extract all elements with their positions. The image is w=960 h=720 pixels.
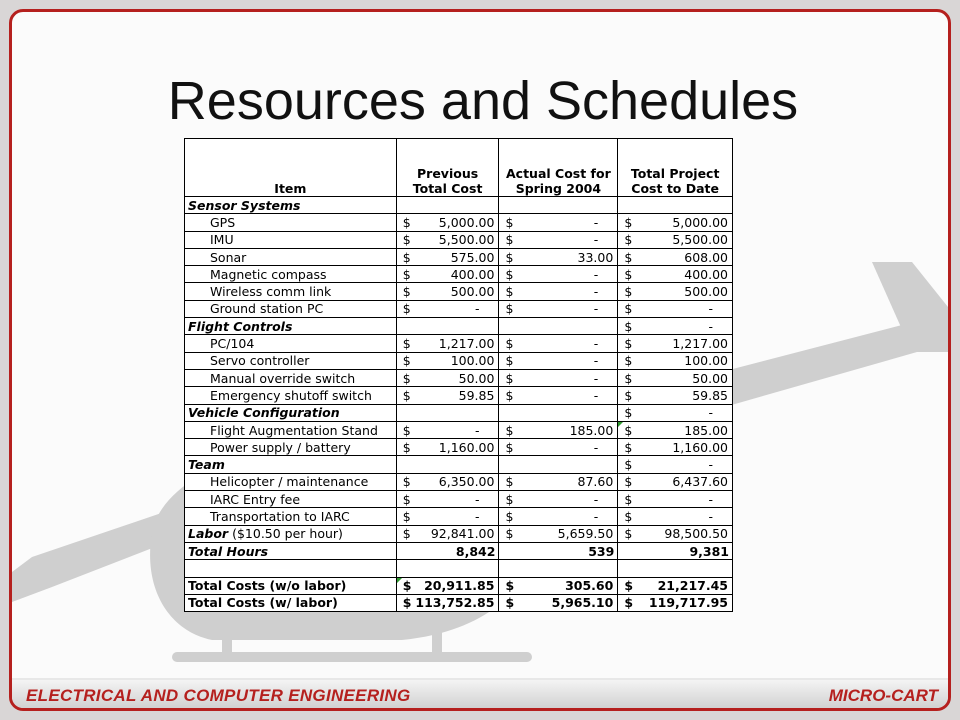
currency-symbol: $ [624, 214, 633, 230]
prev-cost-cell [396, 214, 499, 231]
total-cost-cell [618, 491, 733, 508]
amount-value: - [593, 370, 599, 386]
currency-symbol: $ [624, 405, 633, 421]
currency-symbol: $ [505, 595, 515, 611]
currency-symbol: $ [505, 249, 514, 265]
item-cell: Ground station PC [185, 300, 397, 317]
currency-symbol: $ [505, 370, 514, 386]
table-row [185, 542, 733, 559]
currency-symbol: $ [402, 353, 411, 369]
amount-value: - [708, 318, 713, 334]
amount-value: 500.00 [684, 284, 728, 300]
total-cost-cell [618, 231, 733, 248]
comment-marker-icon [618, 422, 623, 427]
amount-value: - [593, 232, 599, 248]
actual-cost-cell [499, 508, 618, 525]
total-cost-cell [618, 594, 733, 611]
table-row [185, 335, 733, 352]
actual-cost-cell [499, 404, 618, 421]
prev-cost-cell [396, 456, 499, 473]
amount-value: 185.00 [569, 422, 614, 438]
currency-symbol: $ [505, 578, 515, 594]
prev-cost-cell [396, 231, 499, 248]
amount-value: - [593, 439, 599, 455]
actual-cost-cell [499, 283, 618, 300]
amount-value: 98,500.50 [664, 526, 728, 542]
actual-cost-cell [499, 300, 618, 317]
amount-value: 305.60 [565, 578, 614, 594]
actual-cost-cell [499, 248, 618, 265]
amount-value: 5,965.10 [551, 595, 614, 611]
amount-value: 5,500.00 [438, 232, 495, 248]
total-cost-cell [618, 369, 733, 386]
item-cell: IMU [185, 231, 397, 248]
amount-value: - [593, 491, 599, 507]
prev-cost-cell [396, 404, 499, 421]
labor-rate-note: ($10.50 per hour) [232, 526, 343, 542]
currency-symbol: $ [402, 249, 411, 265]
total-cost-cell [618, 266, 733, 283]
currency-symbol: $ [505, 491, 514, 507]
table-row [185, 266, 733, 283]
amount-value: 6,437.60 [672, 474, 728, 490]
currency-symbol: $ [402, 284, 411, 300]
currency-symbol: $ [624, 422, 633, 438]
amount-value: 400.00 [684, 266, 728, 282]
total-cost-cell [618, 197, 733, 214]
amount-value: 6,350.00 [438, 474, 495, 490]
table-row [185, 473, 733, 490]
actual-cost-cell [499, 197, 618, 214]
table-row [185, 404, 733, 421]
currency-symbol: $ [505, 214, 514, 230]
currency-symbol: $ [402, 266, 411, 282]
item-cell: GPS [185, 214, 397, 231]
amount-value: - [474, 301, 480, 317]
prev-cost-cell [396, 491, 499, 508]
currency-symbol: $ [624, 474, 633, 490]
item-cell: PC/104 [185, 335, 397, 352]
currency-symbol: $ [624, 491, 633, 507]
amount-value: 608.00 [684, 249, 728, 265]
total-cost-cell [618, 439, 733, 456]
total-cost-cell [618, 248, 733, 265]
currency-symbol: $ [402, 301, 411, 317]
table-row [185, 491, 733, 508]
currency-symbol: $ [624, 249, 633, 265]
currency-symbol: $ [505, 387, 514, 403]
footer [12, 672, 951, 711]
actual-cost-cell [499, 335, 618, 352]
table-row [185, 231, 733, 248]
amount-value: 500.00 [450, 284, 495, 300]
amount-value: 50.00 [692, 370, 728, 386]
prev-cost-cell [396, 248, 499, 265]
currency-symbol: $ [505, 301, 514, 317]
currency-symbol: $ [402, 214, 411, 230]
amount-value: 1,160.00 [672, 439, 728, 455]
currency-symbol: $ [624, 232, 633, 248]
actual-cost-cell [499, 560, 618, 577]
amount-value: 87.60 [577, 474, 614, 490]
actual-cost-cell [499, 491, 618, 508]
header-actual-cost [499, 139, 618, 197]
currency-symbol: $ [624, 439, 633, 455]
item-cell: Transportation to IARC [185, 508, 397, 525]
header-actual-line1: Actual Cost for [506, 166, 611, 181]
total-cost-cell [618, 387, 733, 404]
header-previous-total-cost [396, 139, 499, 197]
amount-value: - [593, 301, 599, 317]
currency-symbol: $ [624, 387, 633, 403]
actual-cost-cell [499, 577, 618, 594]
amount-value: - [593, 266, 599, 282]
actual-cost-cell [499, 266, 618, 283]
amount-value: 92,841.00 [430, 526, 495, 542]
item-cell: Wireless comm link [185, 283, 397, 300]
item-cell: Magnetic compass [185, 266, 397, 283]
amount-value: - [593, 284, 599, 300]
header-total-line1: Total Project [630, 166, 720, 181]
table-row [185, 300, 733, 317]
table-row [185, 283, 733, 300]
amount-value: 20,911.85 [424, 578, 495, 594]
currency-symbol: $ [624, 266, 633, 282]
total-cost-cell [618, 508, 733, 525]
currency-symbol: $ [505, 508, 514, 524]
amount-value: 185.00 [684, 422, 728, 438]
total-cost-cell [618, 525, 733, 542]
currency-symbol: $ [624, 457, 633, 473]
amount-value: 33.00 [577, 249, 614, 265]
actual-cost-cell [499, 214, 618, 231]
total-cost-cell [618, 404, 733, 421]
currency-symbol: $ [624, 578, 634, 594]
prev-cost-cell [396, 352, 499, 369]
amount-value: - [593, 508, 599, 524]
currency-symbol: $ [402, 508, 411, 524]
slide-frame [9, 9, 951, 711]
total-cost-cell [618, 335, 733, 352]
table-row [185, 248, 733, 265]
amount-value: - [708, 301, 713, 317]
amount-value: 50.00 [458, 370, 495, 386]
amount-value: 21,217.45 [657, 578, 728, 594]
amount-value: - [474, 491, 480, 507]
total-cost-cell: 9,381 [618, 542, 733, 559]
amount-value: 400.00 [450, 266, 495, 282]
amount-value: 1,217.00 [672, 336, 728, 352]
prev-cost-cell [396, 387, 499, 404]
comment-marker-icon [397, 578, 402, 583]
blank-row [185, 560, 733, 577]
table-row [185, 508, 733, 525]
amount-value: 100.00 [450, 353, 495, 369]
currency-symbol: $ [624, 318, 633, 334]
amount-value: - [474, 422, 480, 438]
currency-symbol: $ [402, 232, 411, 248]
prev-cost-cell: 8,842 [396, 542, 499, 559]
item-cell: Team [185, 456, 397, 473]
amount-value: 59.85 [692, 387, 728, 403]
total-cost-cell [618, 214, 733, 231]
currency-symbol: $ [505, 474, 514, 490]
item-cell: Flight Augmentation Stand [185, 421, 397, 438]
item-cell: Vehicle Configuration [185, 404, 397, 421]
currency-symbol: $ [624, 370, 633, 386]
amount-value: - [593, 214, 599, 230]
actual-cost-cell [499, 421, 618, 438]
total-cost-cell [618, 300, 733, 317]
prev-cost-cell [396, 421, 499, 438]
prev-cost-cell [396, 439, 499, 456]
amount-value: 5,659.50 [557, 526, 614, 542]
currency-symbol: $ [402, 439, 411, 455]
footer-department: ELECTRICAL AND COMPUTER ENGINEERING [26, 686, 411, 705]
amount-value: - [708, 405, 713, 421]
currency-symbol: $ [402, 422, 411, 438]
table-row [185, 456, 733, 473]
amount-value: - [708, 508, 713, 524]
currency-symbol: $ [505, 353, 514, 369]
table-row [185, 387, 733, 404]
amount-value: 5,500.00 [672, 232, 728, 248]
prev-cost-cell [396, 283, 499, 300]
amount-value: 5,000.00 [672, 214, 728, 230]
header-previous-line2: Total Cost [412, 181, 483, 196]
currency-symbol: $ [624, 508, 633, 524]
amount-value: 119,717.95 [648, 595, 728, 611]
item-cell: Total Hours [185, 542, 397, 559]
item-cell: Sensor Systems [185, 197, 397, 214]
prev-cost-cell [396, 594, 499, 611]
slide-title: Resources and Schedules [167, 71, 799, 131]
actual-cost-cell [499, 594, 618, 611]
total-cost-cell [618, 421, 733, 438]
total-cost-cell [618, 456, 733, 473]
item-cell: Power supply / battery [185, 439, 397, 456]
currency-symbol: $ [624, 301, 633, 317]
currency-symbol: $ [402, 595, 412, 611]
currency-symbol: $ [402, 474, 411, 490]
item-cell: Helicopter / maintenance [185, 473, 397, 490]
currency-symbol: $ [505, 526, 514, 542]
currency-symbol: $ [505, 422, 514, 438]
currency-symbol: $ [402, 387, 411, 403]
total-cost-cell [618, 560, 733, 577]
item-cell: IARC Entry fee [185, 491, 397, 508]
prev-cost-cell [396, 473, 499, 490]
table-row [185, 594, 733, 611]
currency-symbol: $ [402, 578, 412, 594]
amount-value: 1,217.00 [438, 336, 495, 352]
amount-value: 575.00 [450, 249, 495, 265]
prev-cost-cell [396, 508, 499, 525]
item-cell: Sonar [185, 248, 397, 265]
currency-symbol: $ [505, 284, 514, 300]
amount-value: 113,752.85 [415, 595, 495, 611]
currency-symbol: $ [505, 232, 514, 248]
header-previous-line1: Previous [417, 166, 479, 181]
table-row [185, 318, 733, 335]
amount-value: - [474, 508, 480, 524]
actual-cost-cell [499, 473, 618, 490]
table-row [185, 439, 733, 456]
total-cost-cell [618, 318, 733, 335]
amount-value: - [593, 387, 599, 403]
table-row [185, 525, 733, 542]
actual-cost-cell [499, 387, 618, 404]
actual-cost-cell [499, 525, 618, 542]
currency-symbol: $ [505, 336, 514, 352]
actual-cost-cell [499, 231, 618, 248]
prev-cost-cell [396, 560, 499, 577]
table-row [185, 352, 733, 369]
prev-cost-cell [396, 335, 499, 352]
currency-symbol: $ [624, 284, 633, 300]
labor-label: Labor [188, 526, 229, 542]
currency-symbol: $ [624, 353, 633, 369]
prev-cost-cell [396, 300, 499, 317]
item-cell [185, 560, 397, 577]
amount-value: 100.00 [684, 353, 728, 369]
item-cell [185, 525, 397, 542]
table-row [185, 421, 733, 438]
actual-cost-cell [499, 352, 618, 369]
prev-cost-cell [396, 318, 499, 335]
total-cost-cell [618, 577, 733, 594]
actual-cost-cell [499, 318, 618, 335]
header-total-project-cost [618, 139, 733, 197]
item-cell: Servo controller [185, 352, 397, 369]
table-row [185, 214, 733, 231]
prev-cost-cell [396, 369, 499, 386]
total-cost-cell [618, 473, 733, 490]
currency-symbol: $ [624, 336, 633, 352]
total-cost-cell [618, 283, 733, 300]
currency-symbol: $ [624, 526, 633, 542]
currency-symbol: $ [402, 370, 411, 386]
item-cell: Total Costs (w/o labor) [185, 577, 397, 594]
item-cell: Flight Controls [185, 318, 397, 335]
footer-project-name: MICRO-CART [828, 686, 938, 705]
actual-cost-cell [499, 456, 618, 473]
cost-table [184, 138, 733, 612]
prev-cost-cell [396, 266, 499, 283]
amount-value: - [593, 353, 599, 369]
prev-cost-cell [396, 197, 499, 214]
prev-cost-cell [396, 577, 499, 594]
header-actual-line2: Spring 2004 [515, 181, 602, 196]
header-total-line2: Cost to Date [631, 181, 720, 196]
prev-cost-cell [396, 525, 499, 542]
amount-value: 59.85 [458, 387, 495, 403]
header-item: Item [185, 139, 397, 197]
item-cell: Total Costs (w/ labor) [185, 594, 397, 611]
actual-cost-cell: 539 [499, 542, 618, 559]
actual-cost-cell [499, 439, 618, 456]
table-row [185, 577, 733, 594]
currency-symbol: $ [402, 526, 411, 542]
item-cell: Emergency shutoff switch [185, 387, 397, 404]
amount-value: 5,000.00 [438, 214, 495, 230]
total-cost-cell [618, 352, 733, 369]
amount-value: 1,160.00 [438, 439, 495, 455]
amount-value: - [708, 457, 713, 473]
currency-symbol: $ [505, 439, 514, 455]
actual-cost-cell [499, 369, 618, 386]
currency-symbol: $ [402, 491, 411, 507]
currency-symbol: $ [624, 595, 634, 611]
currency-symbol: $ [505, 266, 514, 282]
table-row [185, 369, 733, 386]
cost-table-body [185, 197, 733, 612]
amount-value: - [593, 336, 599, 352]
currency-symbol: $ [402, 336, 411, 352]
table-row [185, 197, 733, 214]
item-cell: Manual override switch [185, 369, 397, 386]
table-header-row [185, 139, 733, 197]
amount-value: - [708, 491, 713, 507]
